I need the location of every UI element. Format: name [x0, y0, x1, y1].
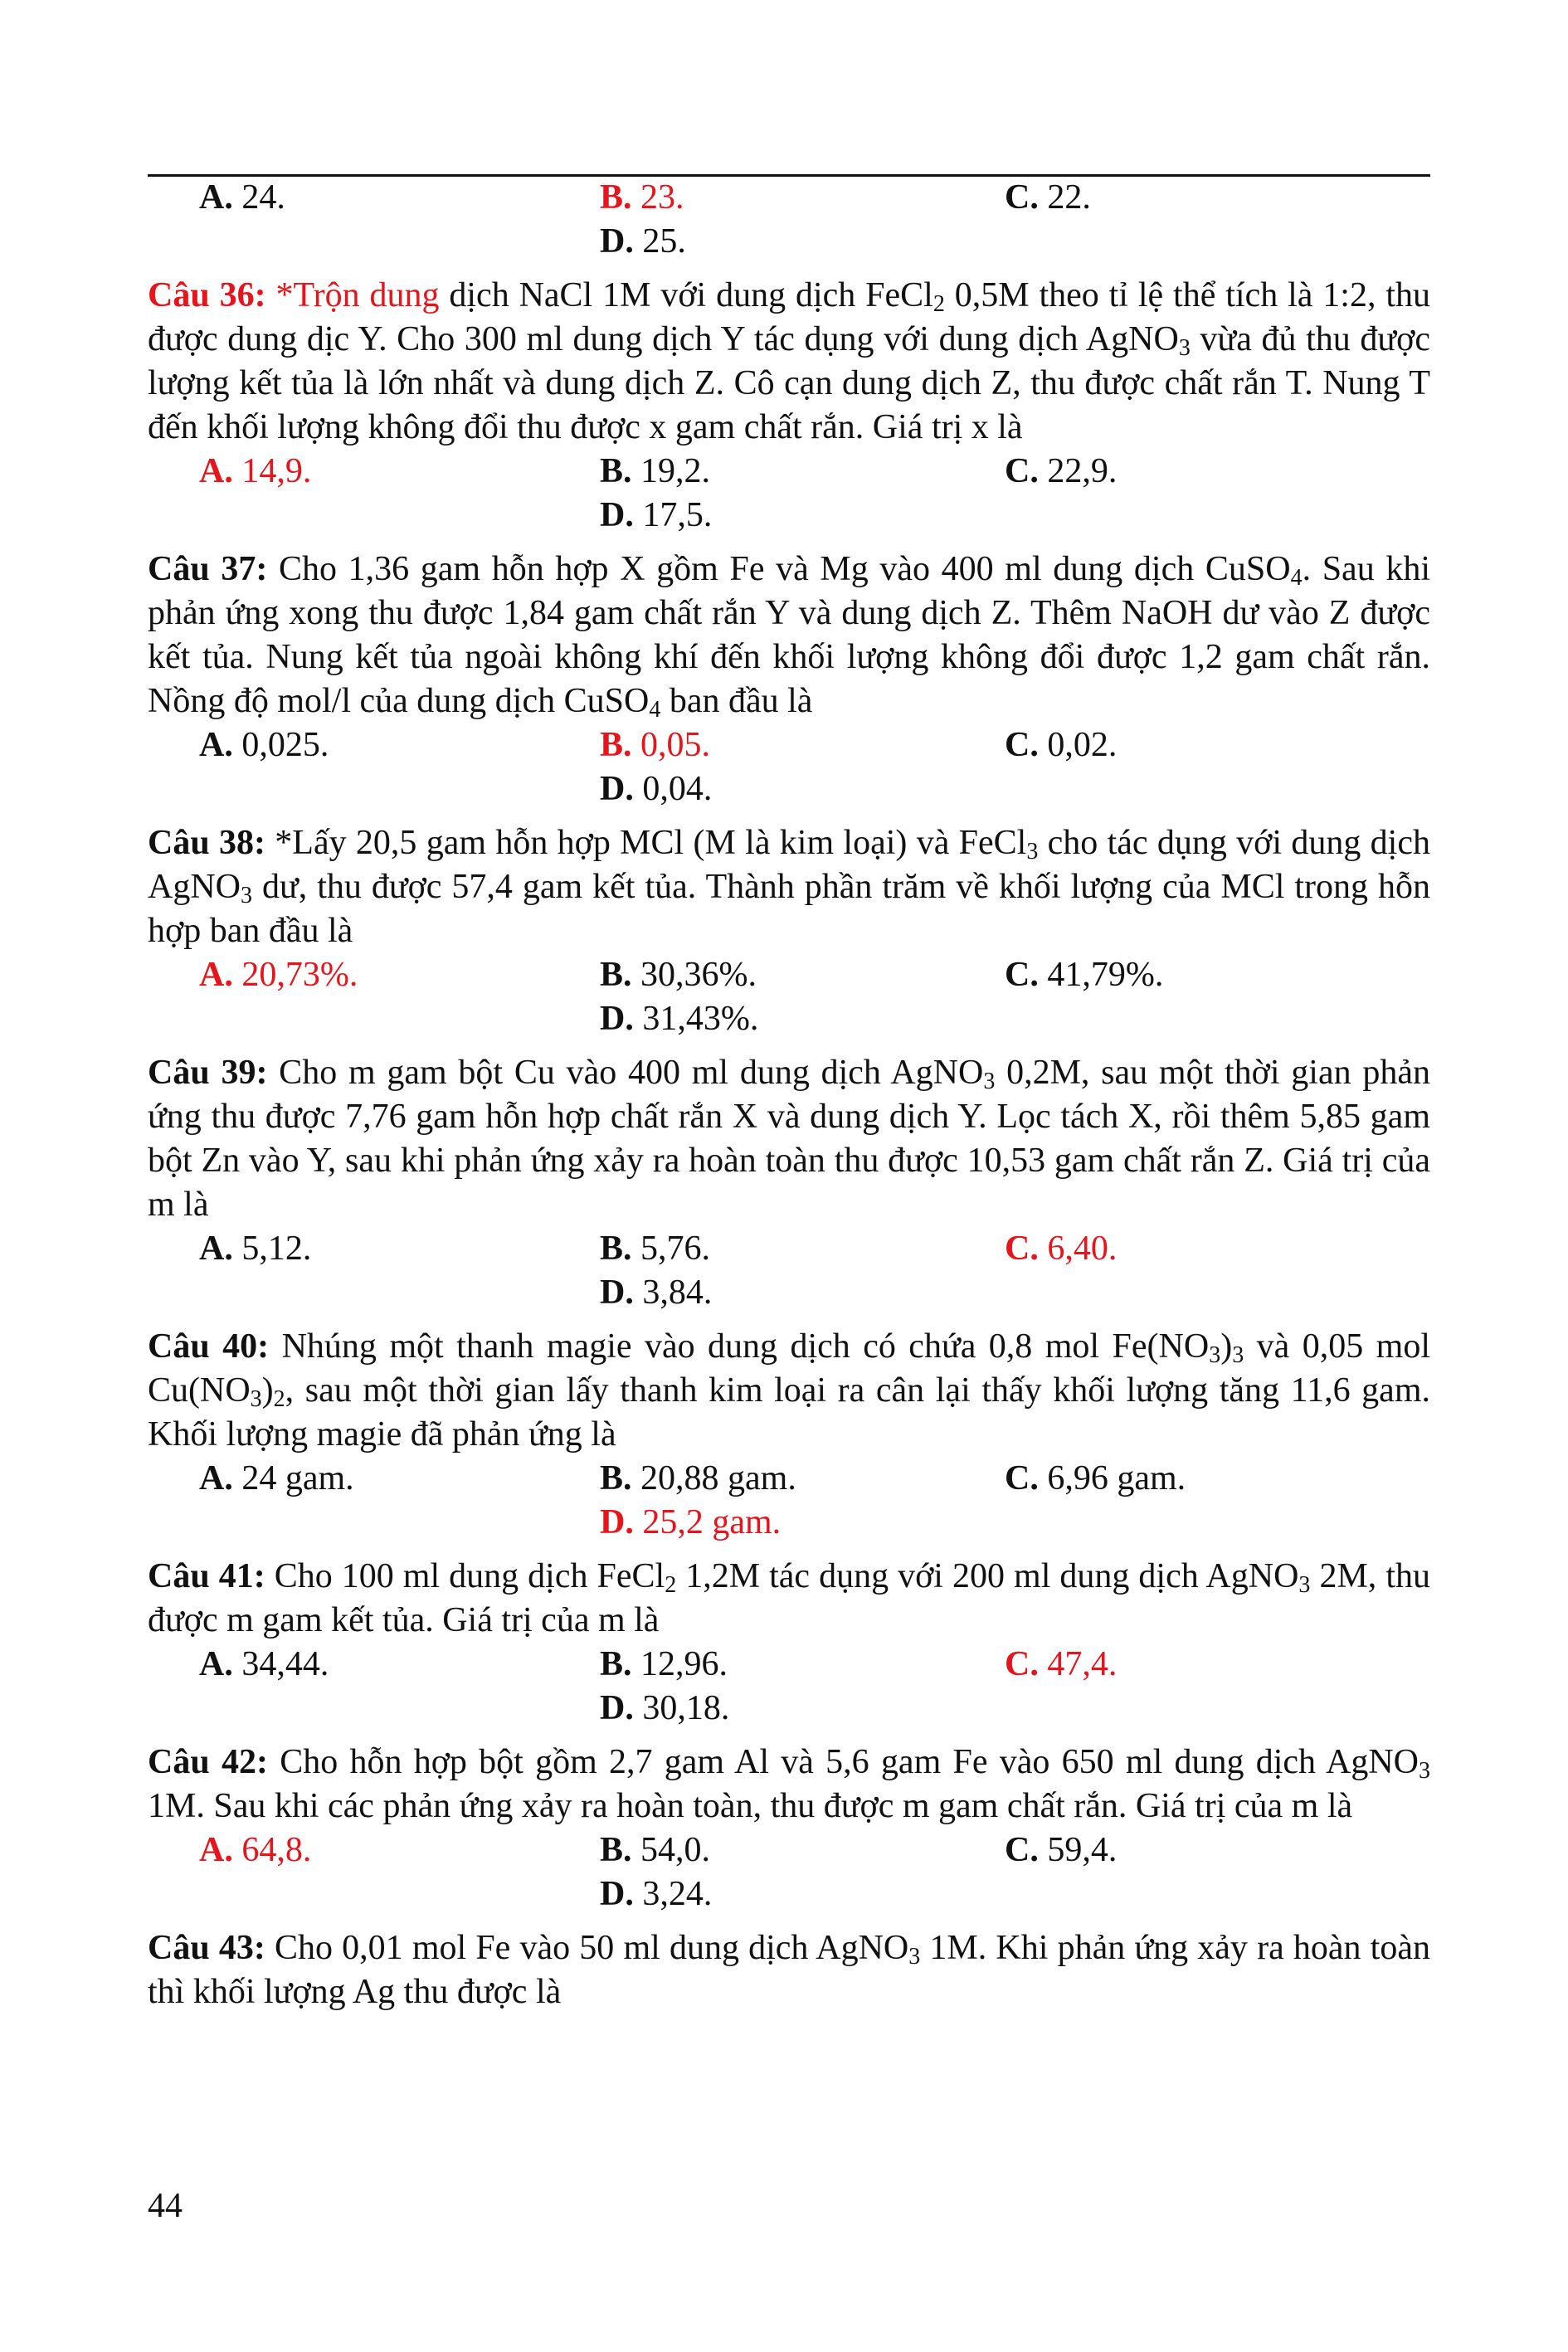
q42-label: Câu 42:	[148, 1743, 268, 1781]
q38-option-a[interactable]: A. 20,73%.	[199, 956, 358, 994]
q40-option-c[interactable]: C. 6,96 gam.	[1005, 1459, 1186, 1497]
q42-options-row1	[148, 1829, 1430, 1872]
q40-label: Câu 40:	[148, 1327, 270, 1366]
q35-options-row1	[148, 176, 1430, 220]
q38-stem: Câu 38: *Lấy 20,5 gam hỗn hợp MCl (M là kim loại) và FeCl$_3$ cho tác dụng với dung dịch AgNO$_3$ dư, thu được 57,4 gam kết tủa. Thành phần trăm về khối lượng của MCl trong hỗn hợp ban đầu là	[148, 824, 1430, 950]
q37-label: Câu 37:	[148, 550, 268, 588]
q37-option-d[interactable]: D. 0,04.	[600, 770, 713, 808]
q41-option-d[interactable]: D. 30,18.	[600, 1689, 730, 1727]
q35-option-c[interactable]: C. 22.	[1005, 178, 1091, 217]
q42-options-row2	[148, 1872, 1430, 1916]
q37-options-row1	[148, 723, 1430, 767]
q41-options-row2	[148, 1687, 1430, 1731]
q42-option-a[interactable]: A. 64,8.	[199, 1831, 312, 1869]
q37-option-b[interactable]: B. 0,05.	[600, 726, 711, 764]
q42-option-c[interactable]: C. 59,4.	[1005, 1831, 1118, 1869]
q41-option-c[interactable]: C. 47,4.	[1005, 1645, 1118, 1683]
q38-option-d[interactable]: D. 31,43%.	[600, 1000, 759, 1038]
q41-stem: Câu 41: Cho 100 ml dung dịch FeCl$_2$ 1,2M tác dụng với 200 ml dung dịch AgNO$_3$ 2M, thu được m gam kết tủa. Giá trị của m là	[148, 1557, 1430, 1639]
q37-options-row2	[148, 767, 1430, 811]
q39-option-c[interactable]: C. 6,40.	[1005, 1230, 1118, 1268]
q35-options-row2	[148, 220, 1430, 264]
q37-option-c[interactable]: C. 0,02.	[1005, 726, 1118, 764]
q39-option-a[interactable]: A. 5,12.	[199, 1230, 312, 1268]
q36-stem: Câu 36: *Trộn dung dịch NaCl 1M với dung dịch FeCl$_2$ 0,5M theo tỉ lệ thể tích là 1:2, thu được dung dịc Y. Cho 300 ml dung dịch Y tác dụng với dung dịch AgNO$_3$ vừa đủ thu được lượng kết tủa là lớn nhất và dung dịch Z. Cô cạn dung dịch Z, thu được chất rắn T. Nung T đến khối lượng không đổi thu được x gam chất rắn. Giá trị x là	[148, 276, 1430, 446]
q36-option-a[interactable]: A. 14,9.	[199, 452, 312, 490]
q35-option-b[interactable]: B. 23.	[600, 178, 684, 217]
q36-options-row1	[148, 450, 1430, 494]
question-list	[148, 176, 1430, 2014]
q40-option-b[interactable]: B. 20,88 gam.	[600, 1459, 796, 1497]
q39-label: Câu 39:	[148, 1054, 268, 1092]
q39-option-d[interactable]: D. 3,84.	[600, 1273, 713, 1312]
q40-option-d[interactable]: D. 25,2 gam.	[600, 1503, 782, 1541]
q39-option-b[interactable]: B. 5,76.	[600, 1230, 711, 1268]
q37-stem: Câu 37: Cho 1,36 gam hỗn hợp X gồm Fe và Mg vào 400 ml dung dịch CuSO$_4$. Sau khi phản ứng xong thu được 1,84 gam chất rắn Y và dung dịch Z. Thêm NaOH dư vào Z được kết tủa. Nung kết tủa ngoài không khí đến khối lượng không đổi được 1,2 gam chất rắn. Nồng độ mol/l của dung dịch CuSO$_4$ ban đầu là	[148, 550, 1431, 723]
q41-option-b[interactable]: B. 12,96.	[600, 1645, 728, 1683]
q41-options-row1	[148, 1643, 1430, 1687]
q42-option-b[interactable]: B. 54,0.	[600, 1831, 711, 1869]
q37-option-a[interactable]: A. 0,025.	[199, 726, 329, 764]
q35-option-d[interactable]: D. 25.	[600, 222, 686, 261]
q36-option-d[interactable]: D. 17,5.	[600, 496, 713, 534]
q38-options-row1	[148, 953, 1430, 997]
page-number: 44	[148, 2187, 183, 2225]
q35-option-a[interactable]: A. 24.	[199, 178, 285, 217]
q38-option-b[interactable]: B. 30,36%.	[600, 956, 757, 994]
q38-option-c[interactable]: C. 41,79%.	[1005, 956, 1164, 994]
q36-option-c[interactable]: C. 22,9.	[1005, 452, 1118, 490]
q43-stem: Câu 43: Cho 0,01 mol Fe vào 50 ml dung dịch AgNO$_3$ 1M. Khi phản ứng xảy ra hoàn toàn thì khối lượng Ag thu được là	[148, 1929, 1430, 2011]
q39-options-row1	[148, 1227, 1430, 1271]
q40-options-row1	[148, 1457, 1430, 1501]
q40-option-a[interactable]: A. 24 gam.	[199, 1459, 354, 1497]
q42-stem: Câu 42: Cho hỗn hợp bột gồm 2,7 gam Al và 5,6 gam Fe vào 650 ml dung dịch AgNO$_3$ 1M. Sau khi các phản ứng xảy ra hoàn toàn, thu được m gam chất rắn. Giá trị của m là	[148, 1743, 1430, 1825]
q38-options-row2	[148, 997, 1430, 1041]
q40-stem: Câu 40: Nhúng một thanh magie vào dung dịch có chứa 0,8 mol $Fe(NO_3)_3$ và 0,05 mol $Cu(NO_3)_2$, sau một thời gian lấy thanh kim loại ra cân lại thấy khối lượng tăng 11,6 gam. Khối lượng magie đã phản ứng là	[148, 1327, 1430, 1454]
q39-stem: Câu 39: Cho m gam bột Cu vào 400 ml dung dịch AgNO$_3$ 0,2M, sau một thời gian phản ứng thu được 7,76 gam hỗn hợp chất rắn X và dung dịch Y. Lọc tách X, rồi thêm 5,85 gam bột Zn vào Y, sau khi phản ứng xảy ra hoàn toàn thu được 10,53 gam chất rắn Z. Giá trị của m là	[148, 1054, 1430, 1224]
q36-options-row2	[148, 494, 1430, 538]
q36-option-b[interactable]: B. 19,2.	[600, 452, 711, 490]
q38-label: Câu 38:	[148, 824, 265, 862]
q39-options-row2	[148, 1271, 1430, 1315]
q41-option-a[interactable]: A. 34,44.	[199, 1645, 329, 1683]
q40-options-row2	[148, 1501, 1430, 1545]
q42-option-d[interactable]: D. 3,24.	[600, 1875, 713, 1913]
q41-label: Câu 41:	[148, 1557, 265, 1595]
q36-label: Câu 36:	[148, 276, 266, 314]
q43-label: Câu 43:	[148, 1929, 265, 1967]
